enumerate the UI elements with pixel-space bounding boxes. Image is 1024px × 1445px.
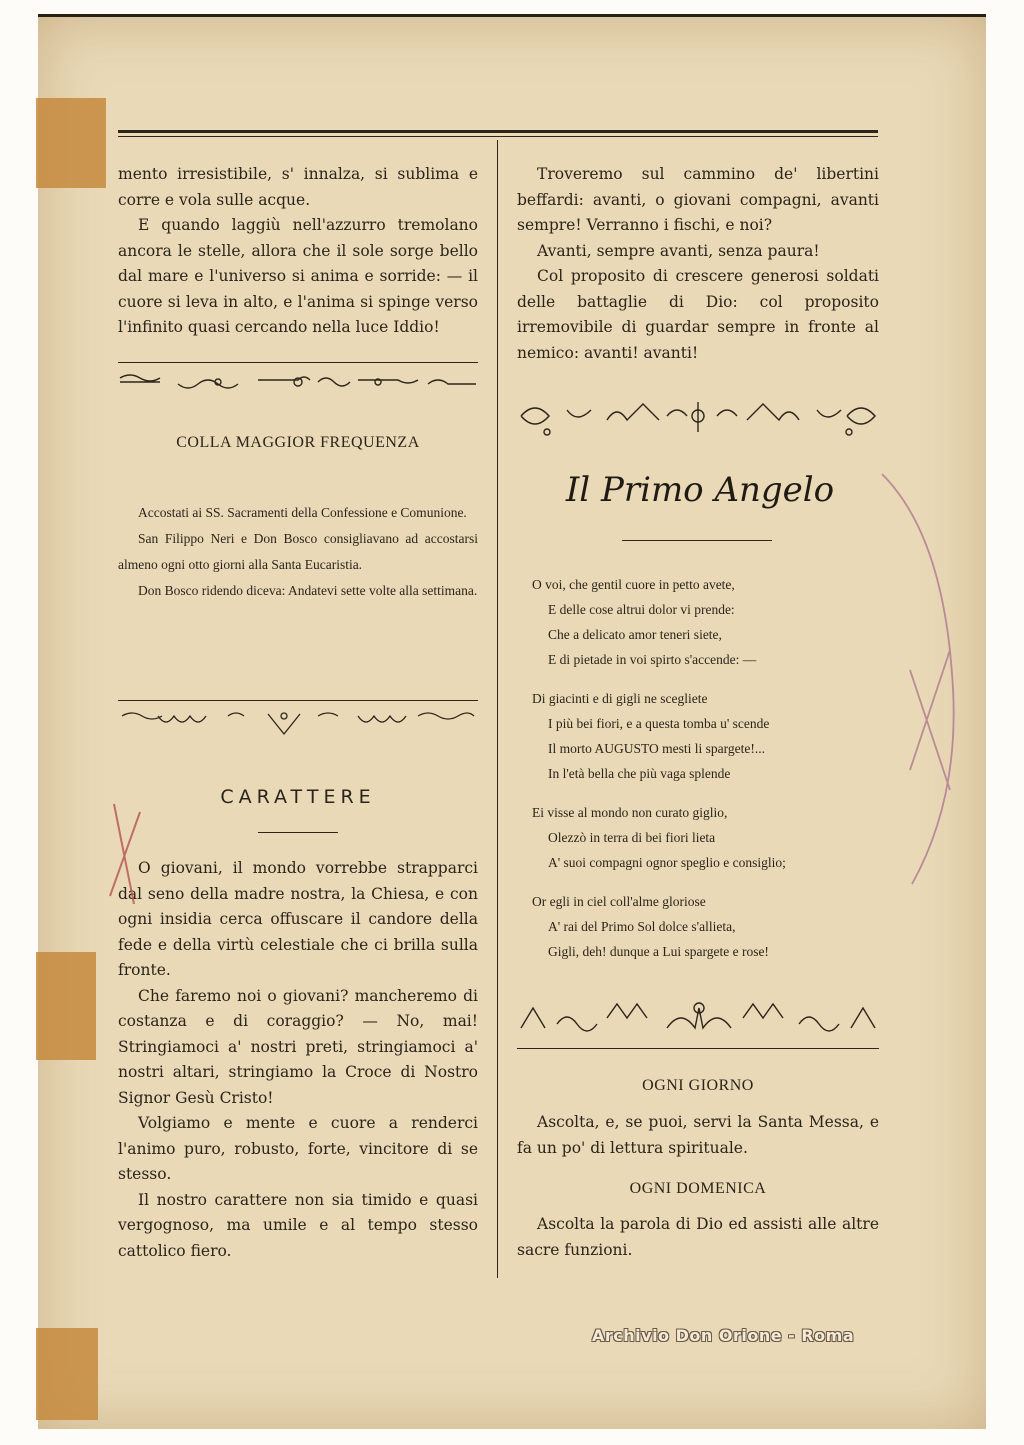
section-ogni-domenica (517, 1212, 879, 1263)
separator-line (118, 700, 478, 701)
paper-tab-middle (36, 952, 96, 1060)
poem-line: A' rai del Primo Sol dolce s'allieta, (548, 919, 736, 934)
poem-line: I più bei fiori, e a questa tomba u' scende (548, 716, 770, 731)
paragraph: Che faremo noi o giovani? mancheremo di costanza e di coraggio? — No, mai! Stringiamoci a' nostri preti, stringiamoci a' nostri altari, stringiamo la Croce di Nostro Signor Gesù Cristo! (118, 986, 478, 1107)
heading-colla-maggior-frequenza: COLLA MAGGIOR FREQUENZA (176, 434, 420, 451)
pencil-x-mark (100, 800, 150, 910)
paragraph: Troveremo sul cammino de' libertini beffardi: avanti, o giovani compagni, avanti sempre! Verranno i fischi, e noi? (517, 165, 879, 234)
poem-stanza (532, 800, 872, 875)
poem-stanza (532, 572, 872, 672)
paper-tab-bottom (36, 1328, 98, 1420)
poem-line: A' suoi compagni ognor speglio e consiglio; (548, 855, 786, 870)
ornament-band-4 (517, 998, 879, 1044)
poem-line: Or egli in ciel coll'alme gloriose (532, 894, 706, 909)
paragraph: Don Bosco ridendo diceva: Andatevi sette volte alla settimana. (138, 583, 478, 598)
poem-title-underline (622, 540, 772, 541)
right-intro (517, 162, 879, 366)
paragraph: Ascolta, e, se puoi, servi la Santa Messa, e fa un po' di lettura spirituale. (517, 1113, 879, 1157)
poem-line: Che a delicato amor teneri siete, (548, 627, 722, 642)
poem-line: E di pietade in voi spirto s'accende: — (548, 652, 757, 667)
ornament-band-3 (517, 396, 879, 442)
column-divider (497, 140, 498, 1278)
paragraph: San Filippo Neri e Don Bosco consigliavano ad accostarsi almeno ogni otto giorni alla Santa Eucaristia. (118, 531, 478, 572)
paragraph: Volgiamo e mente e cuore a renderci l'animo puro, robusto, forte, vincitore di se stesso. (118, 1114, 478, 1183)
section-ogni-giorno (517, 1110, 879, 1161)
poem-line: Ei visse al mondo non curato giglio, (532, 805, 728, 820)
poem-title: Il Primo Angelo (565, 470, 835, 510)
ornament-band-1 (118, 370, 478, 394)
poem-line: Il morto AUGUSTO mesti li spargete!... (548, 741, 765, 756)
header-rule (118, 130, 878, 133)
paragraph: Col proposito di crescere generosi soldati delle battaglie di Dio: col proposito irremovibile di guardar sempre in fronte al nemico: avanti! avanti! (517, 267, 879, 362)
paragraph: Ascolta la parola di Dio ed assisti alle altre sacre funzioni. (517, 1215, 879, 1259)
separator-line (118, 362, 478, 363)
pencil-x-mark (880, 470, 970, 890)
header-rule-thin (118, 136, 878, 137)
poem-line: O voi, che gentil cuore in petto avete, (532, 577, 735, 592)
poem-stanza (532, 889, 872, 964)
paragraph: E quando laggiù nell'azzurro tremolano ancora le stelle, allora che il sole sorge bello dal mare e l'universo si anima e sorride: — il cuore si leva in alto, e l'anima si spinge verso l'infinito quasi cercando nella luce Iddio! (118, 216, 478, 336)
poem-line: Gigli, deh! dunque a Lui spargete e rose! (548, 944, 769, 959)
poem-body (532, 572, 872, 978)
title-underline (258, 832, 338, 833)
heading-ogni-domenica: OGNI DOMENICA (629, 1180, 767, 1197)
separator-line (517, 1048, 879, 1049)
section-colla-maggior-frequenza (118, 500, 478, 604)
heading-carattere: CARATTERE (220, 786, 376, 808)
paper-tab-top (36, 98, 106, 188)
poem-line: Olezzò in terra di bei fiori lieta (548, 830, 716, 845)
poem-line: E delle cose altrui dolor vi prende: (548, 602, 735, 617)
heading-ogni-giorno: OGNI GIORNO (642, 1077, 754, 1094)
section-carattere (118, 856, 478, 1264)
poem-line: Di giacinti e di gigli ne scegliete (532, 691, 708, 706)
left-intro (118, 162, 478, 341)
ornament-band-2 (118, 706, 478, 736)
poem-stanza (532, 686, 872, 786)
paragraph: Avanti, sempre avanti, senza paura! (537, 241, 820, 260)
paragraph: O giovani, il mondo vorrebbe strapparci dal seno della madre nostra, la Chiesa, e con ogni insidia cerca offuscare il candore della fede e della virtù celestiale che ci brilla sulla fronte. (118, 859, 478, 979)
archive-watermark: Archivio Don Orione - Roma (592, 1326, 855, 1345)
paragraph: Accostati ai SS. Sacramenti della Confessione e Comunione. (138, 505, 467, 520)
paragraph: mento irresistibile, s' innalza, si sublima e corre e vola sulle acque. (118, 165, 478, 209)
poem-line: In l'età bella che più vaga splende (548, 766, 731, 781)
paragraph: Il nostro carattere non sia timido e quasi vergognoso, ma umile e al tempo stesso cattolico fiero. (118, 1190, 478, 1260)
